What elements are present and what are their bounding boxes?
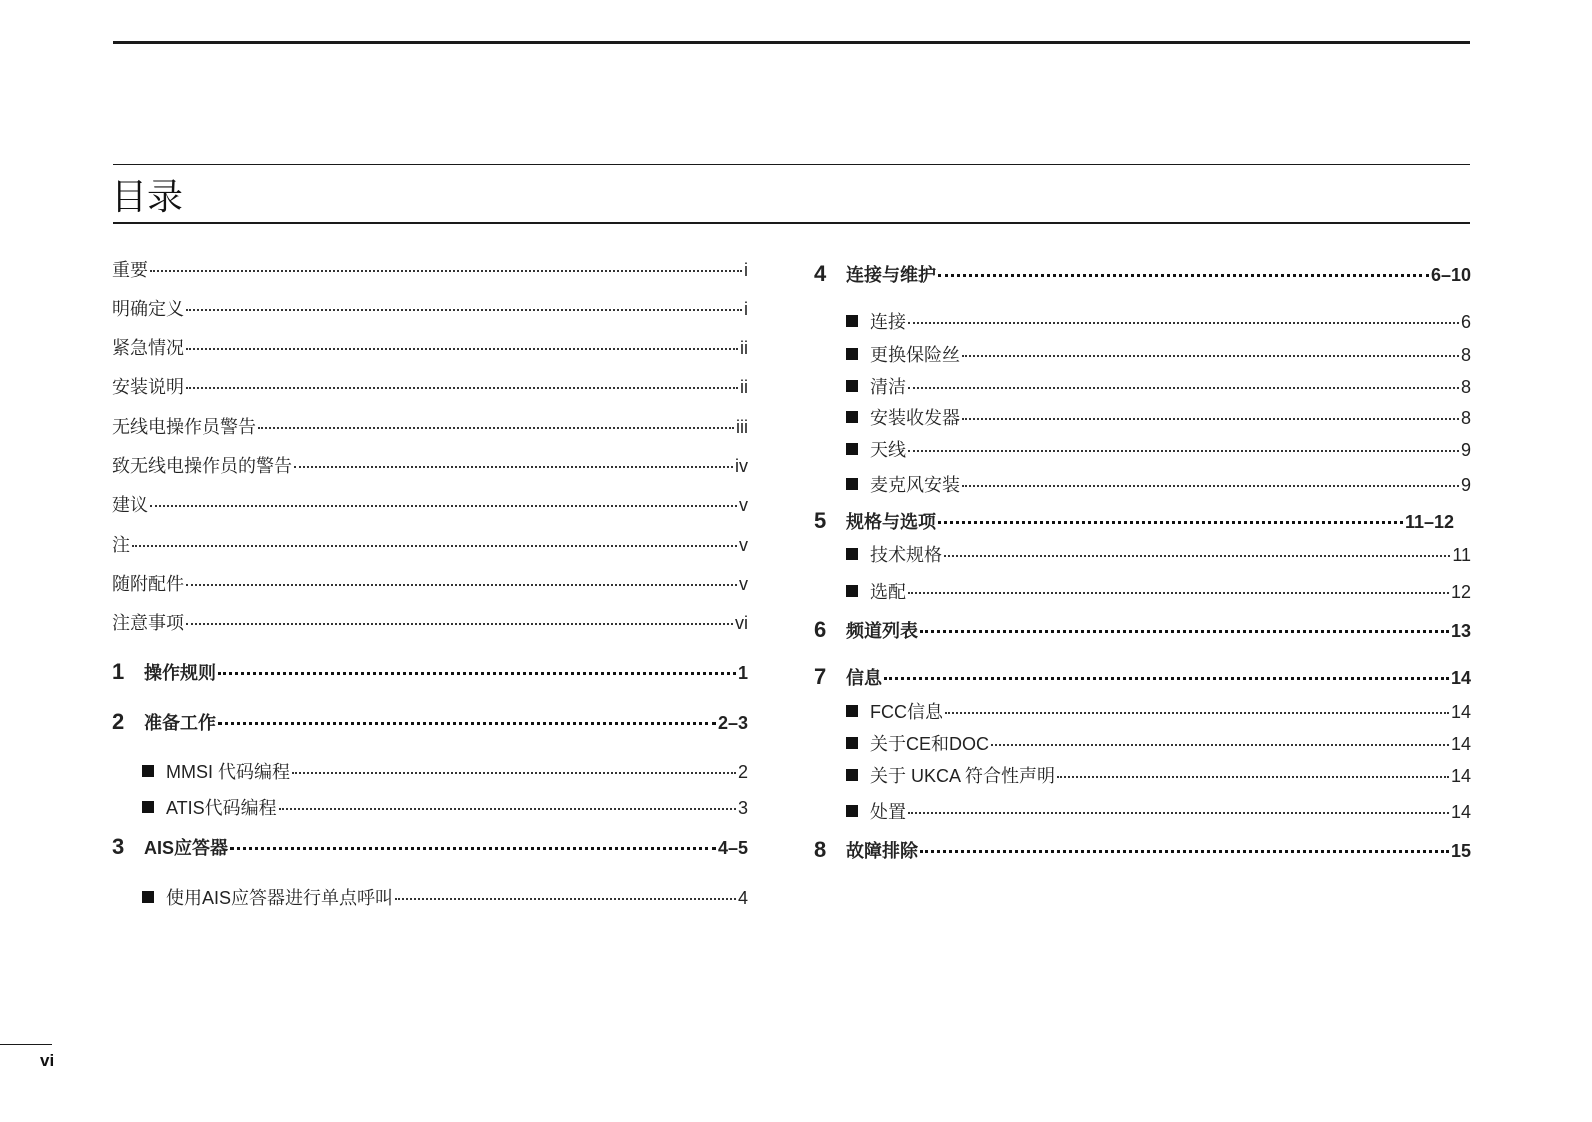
dot-leader bbox=[218, 722, 716, 725]
chapter-page: 15 bbox=[1450, 841, 1471, 861]
square-bullet-icon bbox=[142, 765, 154, 777]
dot-leader bbox=[186, 584, 737, 586]
square-bullet-icon bbox=[846, 705, 858, 717]
toc-entry-page: vi bbox=[735, 613, 748, 633]
title-bottom-rule bbox=[113, 222, 1470, 224]
toc-entry-page: ii bbox=[740, 377, 748, 397]
dot-leader bbox=[908, 592, 1449, 594]
square-bullet-icon bbox=[846, 585, 858, 597]
toc-entry-front[interactable] bbox=[112, 611, 748, 635]
chapter-label: 信息 bbox=[846, 668, 882, 688]
toc-section[interactable] bbox=[846, 700, 1471, 724]
toc-chapter-4[interactable] bbox=[814, 262, 1471, 287]
dot-leader bbox=[962, 355, 1459, 357]
toc-section[interactable] bbox=[846, 438, 1471, 462]
toc-entry-label: 注意事项 bbox=[112, 613, 184, 633]
toc-entry-page: iii bbox=[736, 417, 748, 437]
square-bullet-icon bbox=[846, 769, 858, 781]
chapter-number: 7 bbox=[814, 664, 827, 689]
toc-entry-label: 随附配件 bbox=[112, 574, 184, 594]
dot-leader bbox=[294, 466, 733, 468]
toc-section[interactable] bbox=[142, 796, 748, 820]
dot-leader bbox=[991, 744, 1449, 746]
toc-entry-label: 明确定义 bbox=[112, 299, 184, 319]
toc-entry-front[interactable] bbox=[112, 375, 748, 399]
chapter-page: 14 bbox=[1450, 668, 1471, 688]
chapter-page: 4–5 bbox=[717, 838, 748, 858]
toc-entry-page: v bbox=[739, 535, 748, 555]
section-page: 9 bbox=[1460, 475, 1471, 495]
dot-leader bbox=[908, 812, 1449, 814]
header-rule bbox=[113, 41, 1470, 44]
dot-leader bbox=[962, 485, 1459, 487]
toc-entry-label: 紧急情况 bbox=[112, 338, 184, 358]
toc-entry-label: 注 bbox=[112, 535, 130, 555]
chapter-page: 13 bbox=[1450, 621, 1471, 641]
toc-section[interactable] bbox=[846, 764, 1471, 788]
toc-entry-label: 建议 bbox=[112, 495, 148, 515]
section-label: 关于CE和DOC bbox=[870, 734, 990, 754]
square-bullet-icon bbox=[846, 478, 858, 490]
toc-section[interactable] bbox=[846, 473, 1471, 497]
toc-section[interactable] bbox=[846, 375, 1471, 399]
chapter-number: 4 bbox=[814, 261, 827, 286]
toc-chapter-5[interactable] bbox=[814, 509, 1454, 534]
dot-leader bbox=[1057, 776, 1449, 778]
toc-entry-label: 重要 bbox=[112, 260, 148, 280]
section-page: 12 bbox=[1450, 582, 1471, 602]
toc-entry-front[interactable] bbox=[112, 297, 748, 321]
dot-leader bbox=[258, 427, 734, 429]
dot-leader bbox=[230, 847, 716, 850]
section-label: 麦克风安装 bbox=[870, 475, 960, 495]
chapter-number: 5 bbox=[814, 508, 827, 533]
toc-chapter-1[interactable] bbox=[112, 660, 748, 685]
chapter-page: 2–3 bbox=[717, 713, 748, 733]
dot-leader bbox=[186, 348, 738, 350]
section-page: 4 bbox=[737, 888, 748, 908]
page-number: vi bbox=[40, 1051, 55, 1070]
title-top-rule bbox=[113, 164, 1470, 165]
chapter-page: 6–10 bbox=[1430, 265, 1471, 285]
toc-section[interactable] bbox=[142, 760, 748, 784]
dot-leader bbox=[884, 677, 1449, 680]
toc-section[interactable] bbox=[142, 886, 748, 910]
section-label: 使用AIS应答器进行单点呼叫 bbox=[166, 888, 394, 908]
dot-leader bbox=[150, 505, 737, 507]
dot-leader bbox=[908, 322, 1459, 324]
section-label: 选配 bbox=[870, 582, 906, 602]
dot-leader bbox=[938, 274, 1429, 277]
toc-section[interactable] bbox=[846, 310, 1471, 334]
toc-entry-front[interactable] bbox=[112, 258, 748, 282]
toc-entry-page: i bbox=[744, 260, 748, 280]
section-label: 技术规格 bbox=[870, 545, 942, 565]
toc-entry-front[interactable] bbox=[112, 493, 748, 517]
dot-leader bbox=[186, 387, 738, 389]
chapter-label: 规格与选项 bbox=[846, 512, 936, 532]
chapter-label: 频道列表 bbox=[846, 621, 918, 641]
section-page: 3 bbox=[737, 798, 748, 818]
dot-leader bbox=[944, 555, 1450, 557]
chapter-number: 3 bbox=[112, 834, 125, 859]
toc-entry-front[interactable] bbox=[112, 415, 748, 439]
chapter-number: 1 bbox=[112, 659, 125, 684]
section-page: 14 bbox=[1450, 802, 1471, 822]
square-bullet-icon bbox=[846, 348, 858, 360]
toc-chapter-6[interactable] bbox=[814, 618, 1471, 643]
toc-entry-front[interactable] bbox=[112, 533, 748, 557]
section-label: MMSI 代码编程 bbox=[166, 762, 290, 782]
square-bullet-icon bbox=[142, 891, 154, 903]
toc-entry-front[interactable] bbox=[112, 336, 748, 360]
section-label: 处置 bbox=[870, 802, 906, 822]
square-bullet-icon bbox=[846, 805, 858, 817]
dot-leader bbox=[908, 450, 1459, 452]
dot-leader bbox=[920, 850, 1449, 853]
toc-entry-page: v bbox=[739, 495, 748, 515]
dot-leader bbox=[218, 672, 736, 675]
dot-leader bbox=[292, 772, 736, 774]
section-page: 8 bbox=[1460, 408, 1471, 428]
section-label: 关于 UKCA 符合性声明 bbox=[870, 766, 1056, 786]
section-page: 8 bbox=[1460, 345, 1471, 365]
dot-leader bbox=[945, 712, 1449, 714]
toc-entry-front[interactable] bbox=[112, 454, 748, 478]
footer-rule bbox=[0, 1044, 52, 1045]
dot-leader bbox=[150, 270, 742, 272]
square-bullet-icon bbox=[142, 801, 154, 813]
dot-leader bbox=[920, 630, 1449, 633]
dot-leader bbox=[132, 545, 737, 547]
toc-chapter-3[interactable] bbox=[112, 835, 748, 860]
section-page: 2 bbox=[737, 762, 748, 782]
section-label: FCC信息 bbox=[870, 702, 943, 722]
dot-leader bbox=[186, 623, 733, 625]
section-label: 天线 bbox=[870, 440, 906, 460]
page-title: 目录 bbox=[111, 177, 184, 218]
section-page: 14 bbox=[1450, 766, 1471, 786]
toc-section[interactable] bbox=[846, 343, 1471, 367]
section-page: 8 bbox=[1460, 377, 1471, 397]
toc-entry-page: i bbox=[744, 299, 748, 319]
section-label: 更换保险丝 bbox=[870, 345, 960, 365]
section-page: 11 bbox=[1452, 545, 1471, 565]
toc-section[interactable] bbox=[846, 406, 1471, 430]
dot-leader bbox=[395, 898, 736, 900]
square-bullet-icon bbox=[846, 443, 858, 455]
chapter-label: 操作规则 bbox=[144, 663, 216, 683]
toc-section[interactable] bbox=[846, 580, 1471, 604]
section-page: 9 bbox=[1460, 440, 1471, 460]
toc-section[interactable] bbox=[846, 732, 1471, 756]
chapter-page: 1 bbox=[737, 663, 748, 683]
toc-section[interactable] bbox=[846, 800, 1471, 824]
dot-leader bbox=[908, 387, 1459, 389]
section-page: 14 bbox=[1450, 702, 1471, 722]
toc-entry-label: 安装说明 bbox=[112, 377, 184, 397]
chapter-number: 2 bbox=[112, 709, 125, 734]
square-bullet-icon bbox=[846, 548, 858, 560]
chapter-label: 故障排除 bbox=[846, 841, 918, 861]
toc-section[interactable] bbox=[846, 543, 1471, 567]
dot-leader bbox=[938, 521, 1403, 524]
square-bullet-icon bbox=[846, 411, 858, 423]
dot-leader bbox=[186, 309, 742, 311]
toc-chapter-8[interactable] bbox=[814, 838, 1471, 863]
section-label: 连接 bbox=[870, 312, 906, 332]
section-label: 清洁 bbox=[870, 377, 906, 397]
chapter-label: 连接与维护 bbox=[846, 265, 936, 285]
square-bullet-icon bbox=[846, 315, 858, 327]
section-page: 14 bbox=[1450, 734, 1471, 754]
chapter-page: 11–12 bbox=[1404, 512, 1454, 532]
toc-chapter-7[interactable] bbox=[814, 665, 1471, 690]
square-bullet-icon bbox=[846, 737, 858, 749]
toc-chapter-2[interactable] bbox=[112, 710, 748, 735]
toc-entry-page: v bbox=[739, 574, 748, 594]
toc-entry-page: iv bbox=[735, 456, 748, 476]
section-label: ATIS代码编程 bbox=[166, 798, 277, 818]
dot-leader bbox=[962, 418, 1459, 420]
toc-entry-label: 致无线电操作员的警告 bbox=[112, 456, 292, 476]
chapter-number: 8 bbox=[814, 837, 827, 862]
dot-leader bbox=[279, 808, 736, 810]
toc-entry-front[interactable] bbox=[112, 572, 748, 596]
square-bullet-icon bbox=[846, 380, 858, 392]
toc-entry-label: 无线电操作员警告 bbox=[112, 417, 256, 437]
chapter-number: 6 bbox=[814, 617, 827, 642]
toc-entry-page: ii bbox=[740, 338, 748, 358]
chapter-label: 准备工作 bbox=[144, 713, 216, 733]
section-label: 安装收发器 bbox=[870, 408, 960, 428]
chapter-label: AIS应答器 bbox=[144, 838, 229, 858]
section-page: 6 bbox=[1460, 312, 1471, 332]
